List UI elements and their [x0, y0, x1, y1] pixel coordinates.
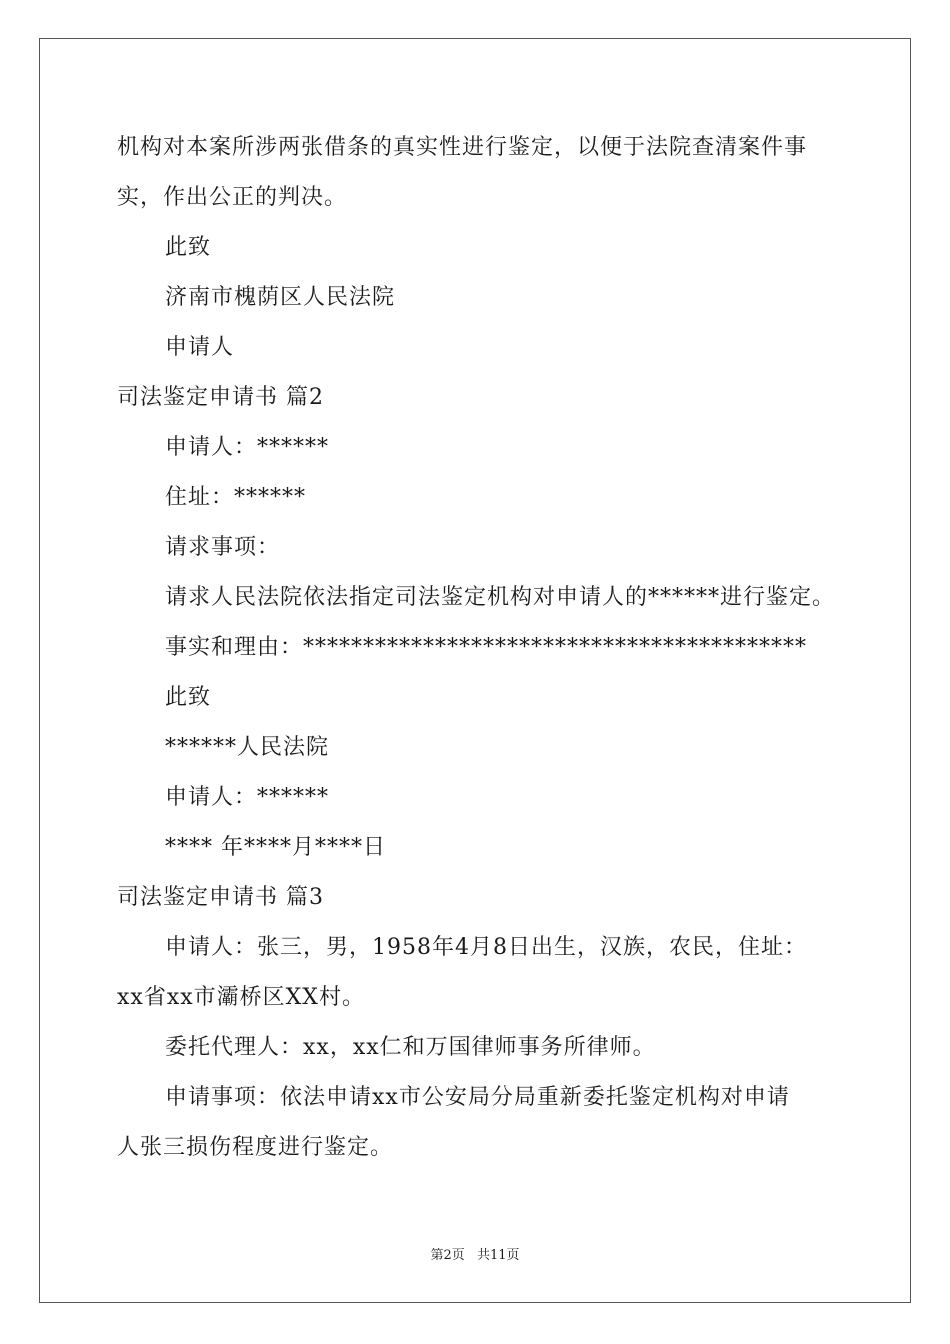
- body-text-line: xx省xx市灞桥区XX村。: [117, 985, 365, 1010]
- court-name: ******人民法院: [165, 735, 330, 760]
- closing-salutation: 此致: [165, 685, 212, 710]
- page-total: 共11页: [476, 1248, 520, 1263]
- agent-field: 委托代理人：xx，xx仁和万国律师事务所律师。: [165, 1035, 656, 1060]
- facts-and-reasons: 事实和理由：******************************************: [165, 635, 808, 660]
- applicant-signature: 申请人: [165, 335, 235, 360]
- body-text-line: 机构对本案所涉两张借条的真实性进行鉴定，以便于法院查清案件事: [117, 135, 808, 160]
- applicant-field: 申请人：******: [165, 435, 330, 460]
- applicant-field: 申请人：张三，男，1958年4月8日出生，汉族，农民，住址：: [165, 935, 807, 960]
- request-items-label: 请求事项：: [165, 535, 281, 560]
- date-line: **** 年****月****日: [165, 835, 386, 860]
- court-name: 济南市槐荫区人民法院: [165, 285, 396, 310]
- page-border: [39, 38, 911, 1303]
- section-heading: 司法鉴定申请书 篇2: [117, 385, 324, 410]
- section-heading: 司法鉴定申请书 篇3: [117, 885, 324, 910]
- body-text-line: 实，作出公正的判决。: [117, 185, 348, 210]
- address-field: 住址：******: [165, 485, 307, 510]
- page-footer: [0, 1247, 950, 1265]
- request-items-text: 请求人民法院依法指定司法鉴定机构对申请人的******进行鉴定。: [165, 585, 836, 610]
- closing-salutation: 此致: [165, 235, 212, 260]
- request-items-text: 申请事项：依法申请xx市公安局分局重新委托鉴定机构对申请: [165, 1085, 790, 1110]
- page-number: 第2页: [430, 1248, 465, 1263]
- applicant-field: 申请人：******: [165, 785, 330, 810]
- body-text-line: 人张三损伤程度进行鉴定。: [117, 1135, 394, 1160]
